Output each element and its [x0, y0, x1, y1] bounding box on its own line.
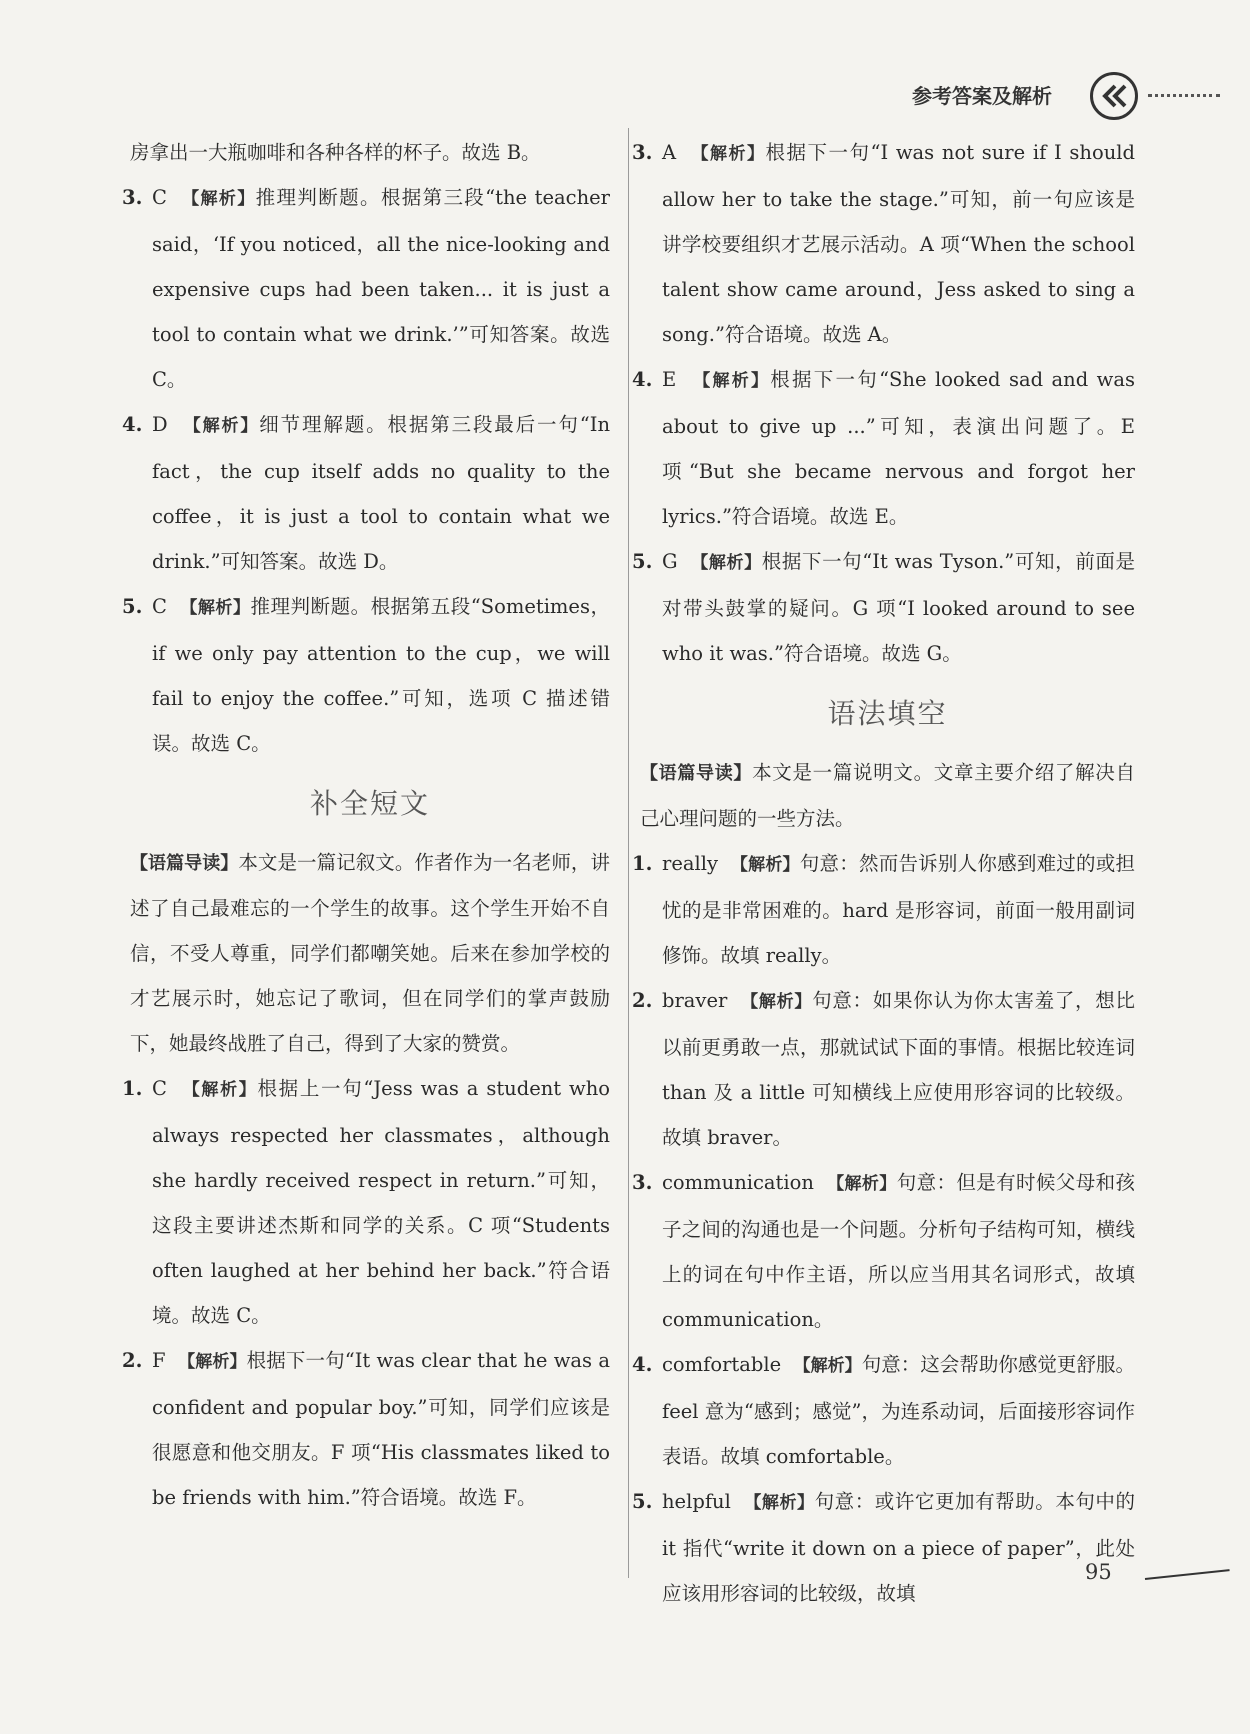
analysis-tag: 【解析】: [730, 855, 800, 875]
answer-item: [632, 539, 1135, 676]
item-text: 细节理解题。根据第三段最后一句“In fact，the cup itself adds no quality to the coffee，it is just a tool to contain what we drink.”可知答案。故选 D。: [152, 413, 611, 573]
item-number: 3.: [632, 141, 653, 164]
header-title: 参考答案及解析: [912, 84, 1052, 108]
answer-item: [632, 841, 1136, 978]
analysis-tag: 【解析】: [178, 1352, 247, 1372]
answer-item: [632, 1342, 1135, 1479]
item-answer: A: [662, 141, 677, 164]
reading-guide: [130, 840, 610, 1066]
item-text: 推理判断题。根据第三段“the teacher said，‘If you noticed，all the nice-looking and expensive cups had been taken... it is just a tool to contain what we drink.’”可知答案。故选 C。: [152, 186, 611, 391]
answer-item: [122, 402, 611, 584]
analysis-tag: 【解析】: [744, 1493, 815, 1513]
item-answer: G: [662, 550, 678, 573]
answer-item: [632, 978, 1135, 1160]
analysis-tag: 【解析】: [182, 1080, 258, 1100]
item-answer: F: [152, 1349, 166, 1372]
item-number: 3.: [632, 1171, 653, 1194]
item-answer: comfortable: [662, 1353, 782, 1376]
item-number: 5.: [632, 1490, 653, 1513]
column-divider: [628, 128, 629, 1578]
item-answer: E: [662, 368, 677, 391]
analysis-tag: 【解析】: [691, 553, 762, 573]
item-number: 5.: [632, 550, 653, 573]
section-title: 语法填空: [827, 697, 948, 730]
item-answer: D: [152, 413, 168, 436]
item-text: 句意：然而告诉别人你感到难过的或担忧的是非常困难的。hard 是形容词，前面一般用副词修饰。故填 really。: [662, 852, 1136, 967]
left-items-top: [122, 175, 611, 766]
answer-item: [122, 1338, 610, 1520]
item-answer: C: [152, 1077, 167, 1100]
analysis-tag: 【解析】: [180, 598, 251, 618]
item-text: 根据下一句“It was clear that he was a confident and popular boy.”可知，同学们应该是很愿意和他交朋友。F 项“His classmates liked to be friends with him.”符合语境。故选 F。: [152, 1349, 610, 1509]
guide-text: 本文是一篇记叙文。作者作为一名老师，讲述了自己最难忘的一个学生的故事。这个学生开始不自信，不受人尊重，同学们都嘲笑她。后来在参加学校的才艺展示时，她忘记了歌词，但在同学们的掌声鼓励下，她最终战胜了自己，得到了大家的赞赏。: [130, 851, 610, 1055]
item-number: 3.: [122, 186, 143, 209]
right-items-top: [632, 130, 1136, 676]
analysis-tag: 【解析】: [741, 992, 813, 1012]
double-chevron-left-icon: [1090, 72, 1138, 120]
analysis-tag: 【解析】: [693, 371, 771, 391]
item-text: 推理判断题。根据第五段“Sometimes，if we only pay attention to the cup，we will fail to enjoy the coffee.”可知，选项 C 描述错误。故选 C。: [152, 595, 610, 755]
item-answer: helpful: [662, 1490, 731, 1513]
item-text: 句意：但是有时候父母和孩子之间的沟通也是一个问题。分析句子结构可知，横线上的词在句中作主语，所以应当用其名词形式，故填 communication。: [662, 1171, 1135, 1331]
item-number: 4.: [122, 413, 143, 436]
answer-item: [122, 584, 610, 766]
analysis-tag: 【解析】: [183, 416, 260, 436]
answer-item: [632, 1479, 1135, 1616]
guide-tag: 【语篇导读】: [640, 763, 753, 784]
analysis-tag: 【解析】: [793, 1356, 862, 1376]
item-number: 2.: [632, 989, 653, 1012]
answer-item: [122, 1066, 611, 1338]
item-text: 根据上一句“Jess was a student who always respected her classmates，although she hardly received respect in return.”可知，这段主要讲述杰斯和同学的关系。C 项“Students often laughed at her behind her back.”符合语境。故选 C。: [152, 1077, 611, 1327]
item-number: 2.: [122, 1349, 143, 1372]
item-answer: communication: [662, 1171, 814, 1194]
item-answer: really: [662, 852, 718, 875]
answer-item: [632, 357, 1136, 539]
item-answer: C: [152, 595, 167, 618]
item-text: 句意：这会帮助你感觉更舒服。feel 意为“感到；感觉”，为连系动词，后面接形容词作表语。故填 comfortable。: [662, 1353, 1135, 1468]
item-text: 根据下一句“I was not sure if I should allow her to take the stage.”可知，前一句应该是讲学校要组织才艺展示活动。A 项“When the school talent show came around，Jess asked to sing a song.”符合语境。故选 A。: [662, 141, 1135, 346]
item-number: 4.: [632, 1353, 653, 1376]
item-number: 1.: [122, 1077, 143, 1100]
analysis-tag: 【解析】: [182, 189, 256, 209]
item-text: 根据下一句“She looked sad and was about to give up ...”可知，表演出问题了。E 项“But she became nervous and forgot her lyrics.”符合语境。故选 E。: [662, 368, 1136, 528]
page-number: 95: [1085, 1560, 1112, 1584]
analysis-tag: 【解析】: [827, 1174, 897, 1194]
item-answer: braver: [662, 989, 728, 1012]
right-items-bottom: [632, 841, 1136, 1616]
left-items-bottom: [122, 1066, 611, 1520]
guide-tag: 【语篇导读】: [130, 853, 239, 874]
item-text: 句意：或许它更加有帮助。本句中的 it 指代“write it down on a piece of paper”，此处应该用形容词的比较级，故填: [662, 1490, 1135, 1605]
header-dotted-line: [1148, 94, 1220, 97]
analysis-tag: 【解析】: [691, 144, 766, 164]
item-number: 4.: [632, 368, 653, 391]
item-text: 句意：如果你认为你太害羞了，想比以前更勇敢一点，那就试试下面的事情。根据比较连词 than 及 a little 可知横线上应使用形容词的比较级。故填 braver。: [662, 989, 1135, 1149]
right-column: [632, 130, 1136, 1616]
reading-guide: [640, 750, 1135, 841]
page-corner-line: [1145, 1569, 1230, 1580]
left-column: [122, 130, 611, 1520]
guide-text: 本文是一篇说明文。文章主要介绍了解决自己心理问题的一些方法。: [640, 761, 1135, 830]
answer-item: [632, 1160, 1135, 1342]
item-number: 1.: [632, 852, 653, 875]
answer-item: [122, 175, 611, 402]
section-title: 补全短文: [309, 787, 430, 820]
item-answer: C: [152, 186, 167, 209]
item-text: 根据下一句“It was Tyson.”可知，前面是对带头鼓掌的疑问。G 项“I looked around to see who it was.”符合语境。故选 G。: [662, 550, 1135, 665]
item-number: 5.: [122, 595, 143, 618]
lead-paragraph: 房拿出一大瓶咖啡和各种各样的杯子。故选 B。: [130, 141, 541, 164]
answer-item: [632, 130, 1135, 357]
